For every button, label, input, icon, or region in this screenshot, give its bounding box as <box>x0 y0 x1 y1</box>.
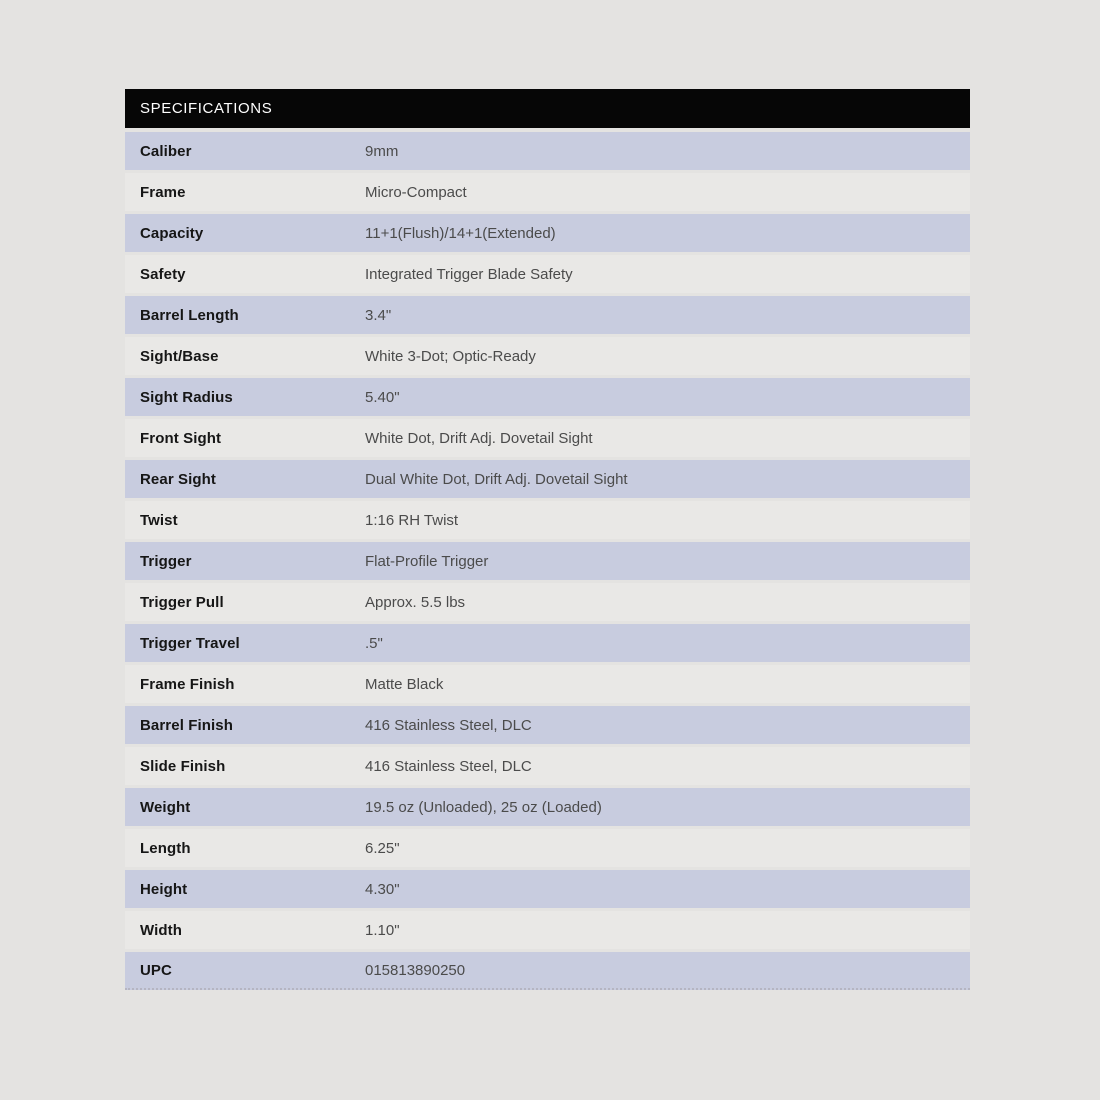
spec-label: Trigger Pull <box>140 593 224 611</box>
table-row <box>125 501 970 539</box>
spec-value: 6.25" <box>365 839 400 857</box>
table-row <box>125 952 970 990</box>
spec-value: 5.40" <box>365 388 400 406</box>
spec-label: Barrel Length <box>140 306 239 324</box>
spec-label: Frame Finish <box>140 675 235 693</box>
spec-label: Rear Sight <box>140 470 217 488</box>
spec-label: Front Sight <box>140 429 222 447</box>
spec-label: Slide Finish <box>140 757 226 775</box>
table-row <box>125 214 970 252</box>
spec-label: Height <box>140 880 188 898</box>
spec-label: Barrel Finish <box>140 716 233 734</box>
spec-value: 015813890250 <box>365 961 466 979</box>
spec-value: White 3-Dot; Optic-Ready <box>365 347 536 365</box>
table-row <box>125 829 970 867</box>
spec-label: Width <box>140 921 183 939</box>
table-row <box>125 870 970 908</box>
table-row <box>125 542 970 580</box>
spec-value: 4.30" <box>365 880 400 898</box>
spec-value: Micro-Compact <box>365 183 467 201</box>
spec-label: Weight <box>140 798 191 816</box>
spec-value: White Dot, Drift Adj. Dovetail Sight <box>365 429 593 447</box>
spec-value: Dual White Dot, Drift Adj. Dovetail Sight <box>365 470 628 488</box>
spec-value: Matte Black <box>365 675 444 693</box>
table-row <box>125 337 970 375</box>
spec-value: .5" <box>365 634 383 652</box>
table-row <box>125 173 970 211</box>
spec-label: Caliber <box>140 142 192 160</box>
table-row <box>125 378 970 416</box>
table-row <box>125 460 970 498</box>
spec-value: 416 Stainless Steel, DLC <box>365 716 532 734</box>
spec-label: Safety <box>140 265 186 283</box>
spec-value: Approx. 5.5 lbs <box>365 593 466 611</box>
spec-value: 19.5 oz (Unloaded), 25 oz (Loaded) <box>365 798 602 816</box>
table-row <box>125 911 970 949</box>
spec-label: Capacity <box>140 224 204 242</box>
specifications-table-header: SPECIFICATIONS <box>125 89 970 128</box>
spec-label: Length <box>140 839 191 857</box>
table-row <box>125 665 970 703</box>
spec-label: Twist <box>140 511 178 529</box>
spec-value: 9mm <box>365 142 399 160</box>
table-row <box>125 296 970 334</box>
spec-value: Flat-Profile Trigger <box>365 552 489 570</box>
spec-label: Sight/Base <box>140 347 219 365</box>
spec-label: Sight Radius <box>140 388 233 406</box>
spec-label: Trigger Travel <box>140 634 240 652</box>
spec-value: Integrated Trigger Blade Safety <box>365 265 573 283</box>
specifications-table <box>125 89 970 990</box>
spec-label: Frame <box>140 183 186 201</box>
spec-value: 11+1(Flush)/14+1(Extended) <box>365 224 556 242</box>
spec-value: 416 Stainless Steel, DLC <box>365 757 532 775</box>
table-row <box>125 132 970 170</box>
table-row <box>125 255 970 293</box>
table-row <box>125 624 970 662</box>
table-row <box>125 419 970 457</box>
table-row <box>125 788 970 826</box>
spec-value: 1.10" <box>365 921 400 939</box>
table-row <box>125 583 970 621</box>
table-row <box>125 747 970 785</box>
spec-value: 1:16 RH Twist <box>365 511 459 529</box>
spec-value: 3.4" <box>365 306 392 324</box>
spec-label: Trigger <box>140 552 192 570</box>
spec-label: UPC <box>140 961 172 979</box>
spec-table-body <box>125 132 970 990</box>
table-row <box>125 706 970 744</box>
